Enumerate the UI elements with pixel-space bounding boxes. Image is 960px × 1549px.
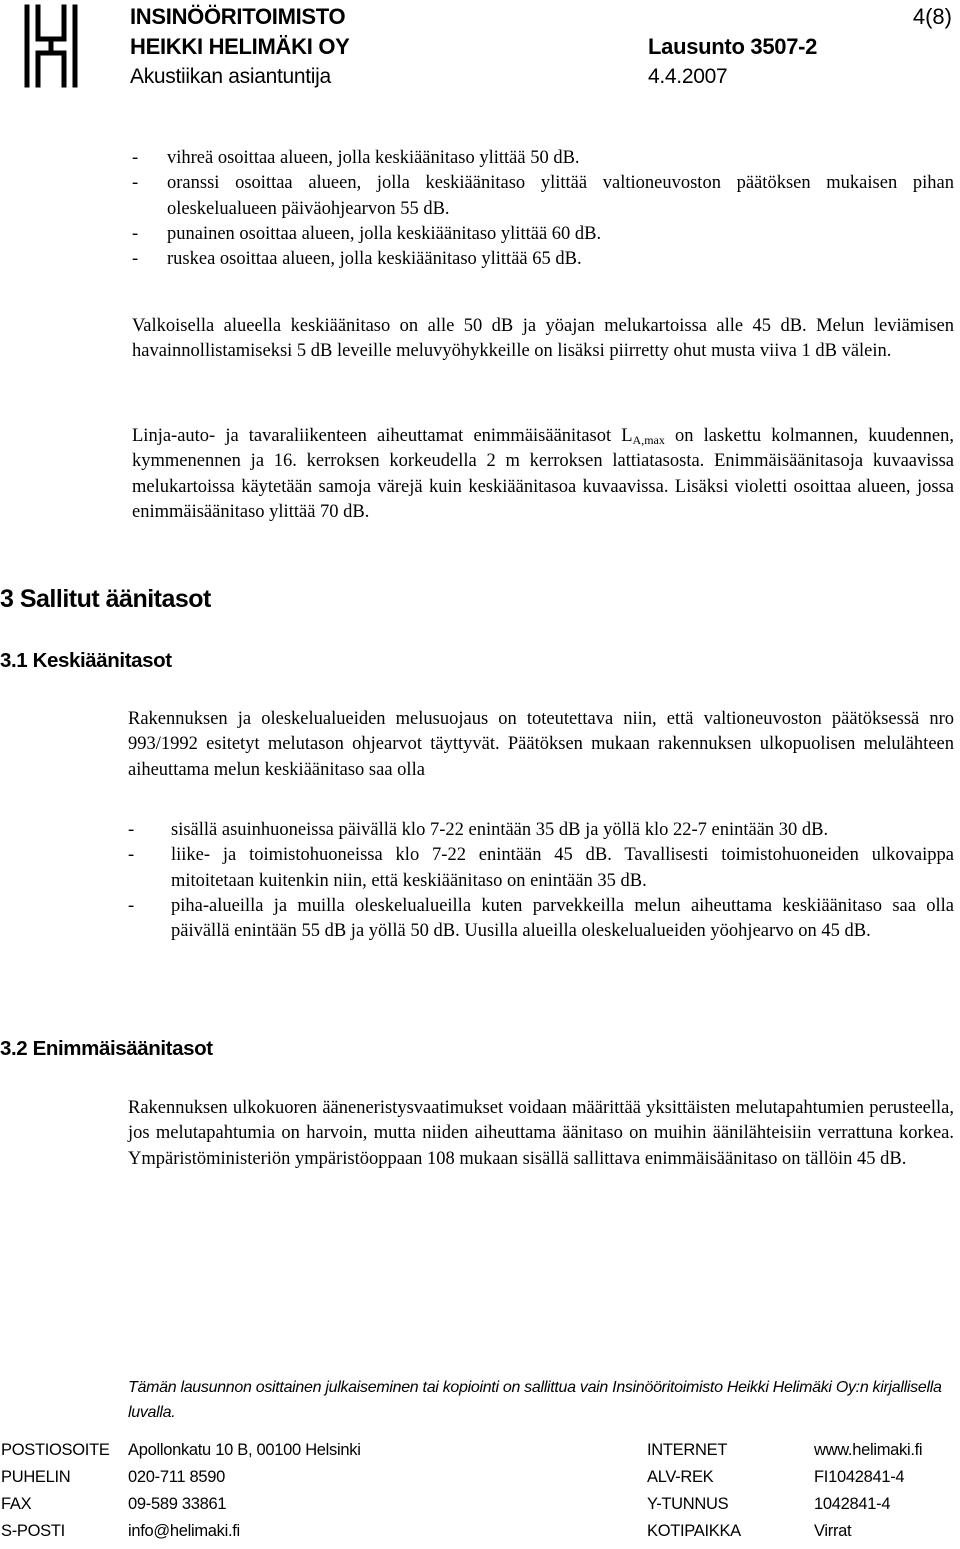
subsection-heading: 3.2 Enimmäisäänitasot — [0, 1037, 213, 1060]
website-link[interactable]: www.helimaki.fi — [814, 1441, 923, 1459]
table-row: PUHELIN 020-711 8590 ALV-REK FI1042841-4 — [1, 1468, 905, 1486]
list-item: - liike- ja toimistohuoneissa klo 7-22 enintään 45 dB. Tavallisesti toimistohuoneiden ulkovaippa mitoitetaan kuitenkin niin, että keskiäänitaso on enintään 35 dB. — [128, 845, 954, 891]
list-item: - vihreä osoittaa alueen, jolla keskiäänitaso ylittää 50 dB. — [132, 148, 580, 168]
paragraph-lmax: Linja-auto- ja tavaraliikenteen aiheuttamat enimmäisäänitasot $L_{A,max}$ on laskettu kolmannen, kuudennen, kymmenennen ja 16. kerroksen korkeudella 2 m kerroksen lattiatasosta. Enimmäisäänitasoja kuvaavissa melukartoissa käytetään samoja värejä kuin keskiäänitasoa kuvaavissa. Lisäksi violetti osoittaa alueen, jossa enimmäisäänitaso ylittää 70 dB. — [132, 426, 954, 522]
color-legend-list — [132, 146, 954, 272]
list-item: - piha-alueilla ja muilla oleskelualueilla kuten parvekkeilla melun aiheuttama keskiäänitaso saa olla päivällä enintään 55 dB ja yöllä 50 dB. Uusilla alueilla oleskelualueiden yöohjearvo on 45 dB. — [128, 895, 954, 942]
list-item: - ruskea osoittaa alueen, jolla keskiäänitaso ylittää 65 dB. — [132, 249, 582, 270]
letterhead — [130, 2, 350, 92]
reference-number: Lausunto 3507-2 — [648, 34, 818, 59]
company-name-line1: INSINÖÖRITOIMISTO — [130, 4, 346, 29]
list-item: - punainen osoittaa alueen, jolla keskiäänitaso ylittää 60 dB. — [132, 223, 602, 244]
paragraph-white-area: Valkoisella alueella keskiäänitaso on alle 50 dB ja yöajan melukartoissa alle 45 dB. Melun leviämisen havainnollistamiseksi 5 dB leveille meluvyöhykkeille on lisäksi piirretty ohut musta viiva 1 dB välein. — [132, 316, 954, 362]
copyright-note: Tämän lausunnon osittainen julkaiseminen tai kopiointi on sallittua vain Insinööritoimisto Heikki Helimäki Oy:n kirjallisella luvalla. — [128, 1379, 942, 1421]
list-item: - sisällä asuinhuoneissa päivällä klo 7-22 enintään 35 dB ja yöllä klo 22-7 enintään 30 dB. — [128, 820, 829, 840]
document-date: 4.4.2007 — [648, 65, 728, 88]
company-logo — [22, 4, 80, 88]
page-number: 4(8) — [912, 4, 952, 29]
footer-contact-table — [0, 1441, 960, 1549]
document-reference — [648, 32, 817, 92]
email-link[interactable]: info@helimaki.fi — [128, 1522, 240, 1540]
requirements-list — [128, 818, 954, 944]
table-row: FAX 09-589 33861 Y-TUNNUS 1042841-4 — [1, 1495, 891, 1513]
company-name-line2: HEIKKI HELIMÄKI OY — [130, 34, 350, 59]
list-item: - oranssi osoittaa alueen, jolla keskiäänitaso ylittää valtioneuvoston päätöksen mukaisen pihan oleskelualueen päiväohjearvon 55 dB. — [132, 173, 954, 219]
subsection-heading: 3.1 Keskiäänitasot — [0, 649, 172, 672]
table-row: POSTIOSOITE Apollonkatu 10 B, 00100 Helsinki INTERNET www.helimaki.fi — [1, 1441, 923, 1459]
paragraph-requirements: Rakennuksen ja oleskelualueiden melusuojaus on toteutettava niin, että valtioneuvoston päätöksessä nro 993/1992 esitetyt melutason ohjearvot täyttyvät. Päätöksen mukaan rakennuksen ulkopuolisen melulähteen aiheuttama melun keskiäänitaso saa olla — [128, 709, 954, 780]
table-row: S-POSTI info@helimaki.fi KOTIPAIKKA Virrat — [1, 1522, 852, 1540]
paragraph-max-levels: Rakennuksen ulkokuoren ääneneristysvaatimukset voidaan määrittää yksittäisten melutapahtumien perusteella, jos melutapahtumia on harvoin, mutta niiden aiheuttama äänitaso on muihin äänilähteisiin verrattuna korkea. Ympäristöministeriön ympäristöoppaan 108 mukaan sisällä sallittava enimmäisäänitaso on tällöin 45 dB. — [128, 1098, 954, 1169]
section-heading: 3 Sallitut äänitasot — [0, 585, 211, 613]
company-subtitle: Akustiikan asiantuntija — [130, 65, 331, 88]
